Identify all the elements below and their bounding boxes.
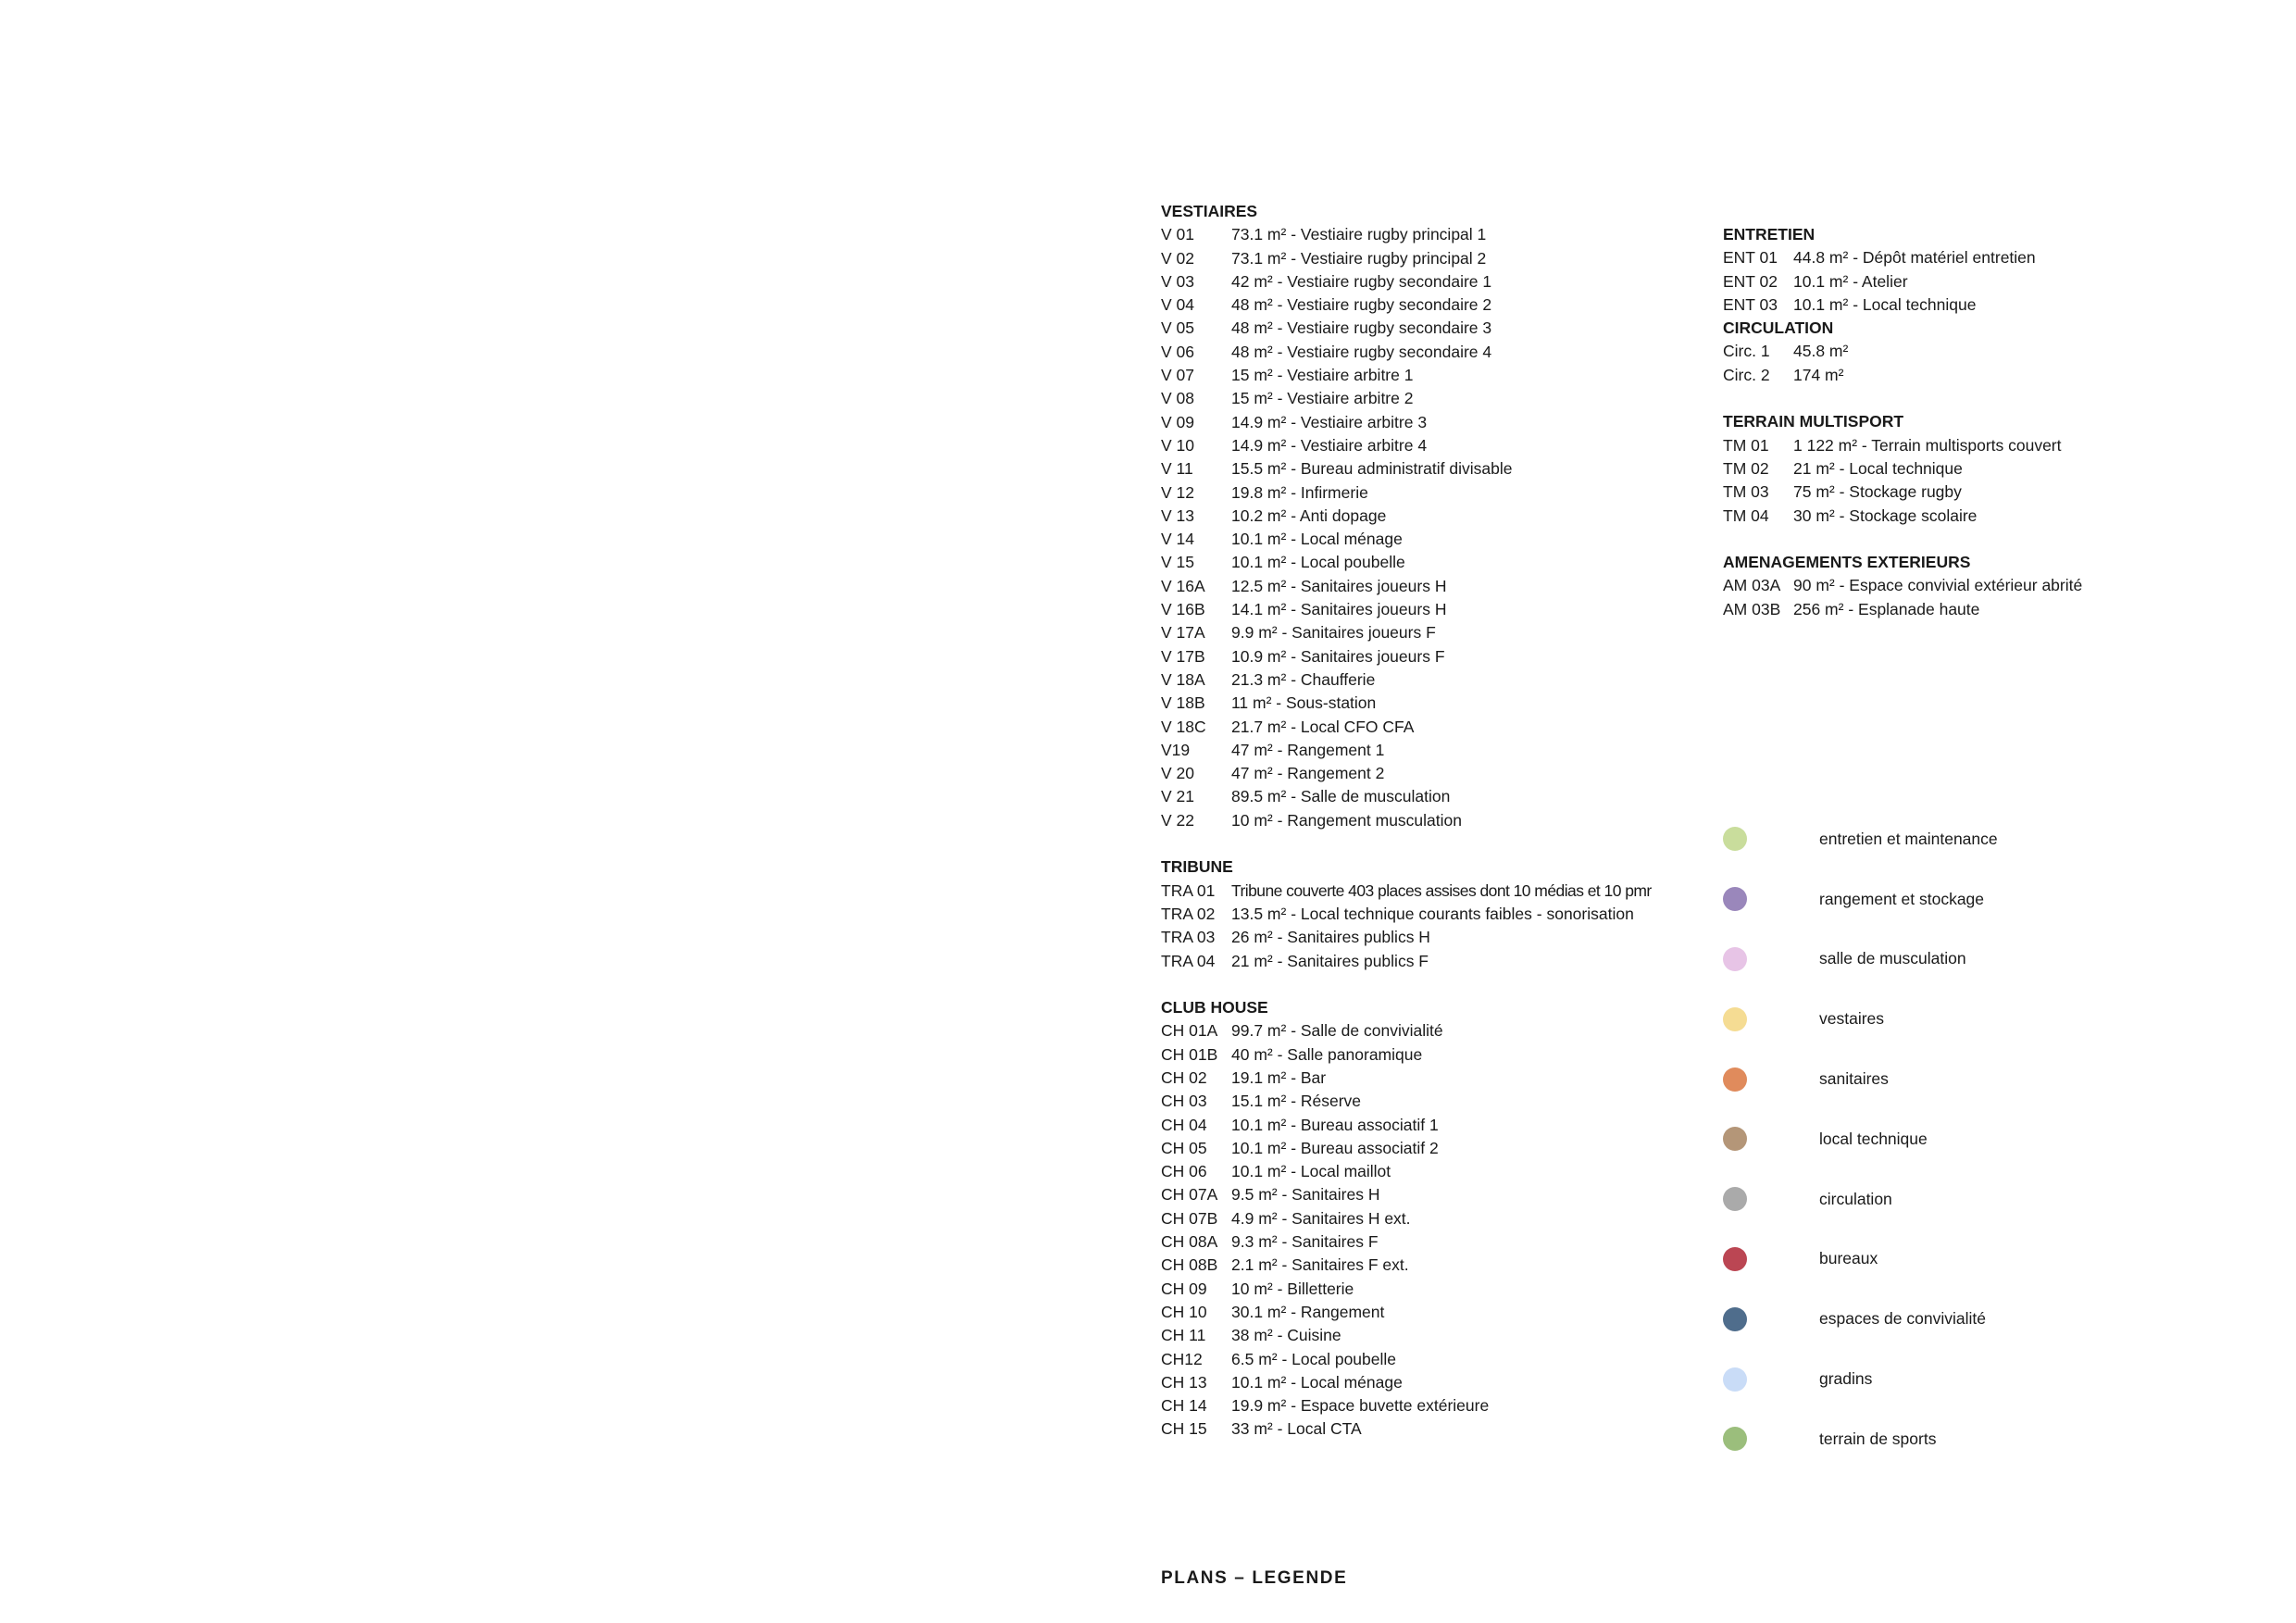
room-label: 38 m² - Cuisine <box>1231 1326 1341 1345</box>
room-code: CH 01A <box>1161 1021 1218 1041</box>
legend-label: sanitaires <box>1819 1069 1889 1089</box>
room-code: V 03 <box>1161 271 1194 291</box>
room-label: 10.2 m² - Anti dopage <box>1231 506 1387 525</box>
room-code: V 17B <box>1161 646 1205 666</box>
room-label: 48 m² - Vestiaire rugby secondaire 2 <box>1231 295 1492 315</box>
legend-swatch <box>1723 947 1747 971</box>
room-row <box>1161 387 1716 410</box>
room-code: CH 11 <box>1161 1326 1206 1345</box>
section-tribune <box>1161 855 1716 972</box>
room-row <box>1161 247 1716 270</box>
room-row <box>1161 270 1716 293</box>
room-code: V 17A <box>1161 623 1205 643</box>
legend-swatch <box>1723 1427 1747 1451</box>
room-label: 47 m² - Rangement 2 <box>1231 764 1385 783</box>
room-code: TRA 03 <box>1161 928 1216 947</box>
room-code: TRA 04 <box>1161 951 1216 970</box>
room-label: 21.7 m² - Local CFO CFA <box>1231 717 1415 736</box>
room-code: V 06 <box>1161 342 1194 361</box>
room-code: CH 10 <box>1161 1302 1207 1321</box>
room-label: 26 m² - Sanitaires publics H <box>1231 928 1430 947</box>
color-legend <box>1723 809 2241 1469</box>
room-label: 44.8 m² - Dépôt matériel entretien <box>1793 248 2036 268</box>
room-row <box>1161 317 1716 340</box>
room-label: 2.1 m² - Sanitaires F ext. <box>1231 1255 1409 1275</box>
legend-item <box>1723 1049 2241 1109</box>
legend-swatch <box>1723 1067 1747 1092</box>
room-code: V 15 <box>1161 553 1194 572</box>
room-row <box>1161 505 1716 528</box>
room-row <box>1161 364 1716 387</box>
room-label: 10.1 m² - Bureau associatif 2 <box>1231 1138 1439 1157</box>
room-code: V 01 <box>1161 225 1194 244</box>
room-label: 15.1 m² - Réserve <box>1231 1092 1362 1111</box>
room-row <box>1161 528 1716 551</box>
room-code: CH 07B <box>1161 1208 1218 1228</box>
room-code: CH 05 <box>1161 1138 1207 1157</box>
room-code: V 12 <box>1161 482 1194 502</box>
room-label: 73.1 m² - Vestiaire rugby principal 2 <box>1231 248 1487 268</box>
room-row <box>1723 505 2278 528</box>
room-label: 174 m² <box>1793 365 1844 384</box>
room-label: 10 m² - Billetterie <box>1231 1279 1354 1298</box>
room-code: Circ. 1 <box>1723 342 1770 361</box>
legend-swatch <box>1723 1187 1747 1211</box>
room-label: 14.1 m² - Sanitaires joueurs H <box>1231 600 1447 619</box>
room-row <box>1161 457 1716 481</box>
room-label: 1 122 m² - Terrain multisports couvert <box>1793 435 2062 455</box>
room-label: 73.1 m² - Vestiaire rugby principal 1 <box>1231 225 1487 244</box>
room-row <box>1161 1160 1716 1183</box>
room-label: 13.5 m² - Local technique courants faibles - sonorisation <box>1231 904 1634 923</box>
room-label: 19.8 m² - Infirmerie <box>1231 482 1368 502</box>
room-code: V 18B <box>1161 693 1205 713</box>
room-row <box>1723 481 2278 504</box>
room-label: 15 m² - Vestiaire arbitre 1 <box>1231 366 1414 385</box>
room-label: 10.1 m² - Local technique <box>1793 294 1977 314</box>
room-row <box>1723 598 2278 621</box>
room-code: CH12 <box>1161 1349 1203 1368</box>
legend-item <box>1723 1409 2241 1469</box>
room-label: 40 m² - Salle panoramique <box>1231 1044 1423 1064</box>
room-row <box>1161 1278 1716 1301</box>
room-label: 10.9 m² - Sanitaires joueurs F <box>1231 646 1445 666</box>
room-label: Tribune couverte 403 places assises dont 10 médias et 10 pmr <box>1231 880 1652 900</box>
room-row <box>1161 739 1716 762</box>
room-code: TM 02 <box>1723 458 1769 478</box>
legend-label: salle de musculation <box>1819 949 1966 968</box>
room-code: TRA 02 <box>1161 904 1216 923</box>
room-code: V 11 <box>1161 459 1193 479</box>
room-code: Circ. 2 <box>1723 365 1770 384</box>
room-row <box>1161 716 1716 739</box>
room-row <box>1161 1090 1716 1113</box>
room-code: V 08 <box>1161 389 1194 408</box>
room-row <box>1161 598 1716 621</box>
room-row <box>1161 1417 1716 1441</box>
room-row <box>1723 293 2278 317</box>
room-label: 47 m² - Rangement 1 <box>1231 740 1385 759</box>
room-code: CH 13 <box>1161 1372 1207 1392</box>
legend-swatch <box>1723 1307 1747 1331</box>
legend-label: gradins <box>1819 1369 1873 1389</box>
room-code: V 18C <box>1161 717 1206 736</box>
room-code: ENT 01 <box>1723 248 1778 268</box>
room-code: V 10 <box>1161 435 1194 455</box>
section-entretien <box>1723 223 2278 317</box>
room-code: CH 01B <box>1161 1044 1218 1064</box>
room-row <box>1161 1394 1716 1417</box>
room-code: V19 <box>1161 740 1191 759</box>
room-label: 15.5 m² - Bureau administratif divisable <box>1231 459 1513 479</box>
room-row <box>1161 1301 1716 1324</box>
room-code: V 04 <box>1161 295 1194 315</box>
room-row <box>1723 457 2278 481</box>
legend-item <box>1723 1109 2241 1169</box>
room-code: V 05 <box>1161 318 1194 338</box>
room-code: V 07 <box>1161 366 1194 385</box>
room-row <box>1723 574 2278 597</box>
section-circulation <box>1723 317 2278 387</box>
room-row <box>1723 246 2278 269</box>
room-row <box>1161 1137 1716 1160</box>
room-row <box>1161 1230 1716 1254</box>
room-code: V 02 <box>1161 248 1194 268</box>
legend-item <box>1723 869 2241 930</box>
room-row <box>1723 340 2278 363</box>
room-label: 19.1 m² - Bar <box>1231 1067 1327 1087</box>
room-label: 15 m² - Vestiaire arbitre 2 <box>1231 389 1414 408</box>
room-label: 6.5 m² - Local poubelle <box>1231 1349 1397 1368</box>
room-label: 42 m² - Vestiaire rugby secondaire 1 <box>1231 271 1492 291</box>
room-code: TM 04 <box>1723 506 1769 525</box>
legend-label: bureaux <box>1819 1249 1878 1268</box>
legend-swatch <box>1723 887 1747 911</box>
room-label: 45.8 m² <box>1793 342 1849 361</box>
legend-swatch <box>1723 1127 1747 1151</box>
room-row <box>1161 1324 1716 1347</box>
section-title: AMENAGEMENTS EXTERIEURS <box>1723 553 1971 572</box>
room-code: CH 15 <box>1161 1419 1207 1439</box>
legend-swatch <box>1723 1007 1747 1031</box>
legend-label: espaces de convivialité <box>1819 1309 1986 1329</box>
room-row <box>1161 621 1716 644</box>
room-label: 14.9 m² - Vestiaire arbitre 3 <box>1231 412 1428 431</box>
room-row <box>1161 1067 1716 1090</box>
room-row <box>1161 1371 1716 1394</box>
room-row <box>1161 341 1716 364</box>
room-row <box>1723 364 2278 387</box>
room-label: 10.1 m² - Local poubelle <box>1231 553 1405 572</box>
room-row <box>1161 926 1716 949</box>
room-code: CH 04 <box>1161 1115 1207 1134</box>
room-row <box>1161 1019 1716 1042</box>
room-row <box>1161 575 1716 598</box>
room-row <box>1161 223 1716 246</box>
room-label: 30.1 m² - Rangement <box>1231 1302 1385 1321</box>
room-row <box>1161 645 1716 668</box>
section-title: TRIBUNE <box>1161 857 1233 877</box>
room-code: V 18A <box>1161 669 1205 689</box>
room-code: CH 14 <box>1161 1396 1207 1416</box>
section-title: CLUB HOUSE <box>1161 998 1268 1017</box>
room-list-left-column <box>1161 200 1716 1442</box>
room-code: TM 03 <box>1723 482 1769 502</box>
room-label: 9.9 m² - Sanitaires joueurs F <box>1231 623 1436 643</box>
room-code: V 22 <box>1161 810 1194 830</box>
room-row <box>1723 270 2278 293</box>
room-code: V 21 <box>1161 787 1194 806</box>
room-code: V 16A <box>1161 576 1205 595</box>
room-row <box>1161 692 1716 715</box>
room-code: CH 07A <box>1161 1185 1218 1205</box>
room-label: 256 m² - Esplanade haute <box>1793 599 1980 618</box>
room-row <box>1161 1114 1716 1137</box>
section-club-house <box>1161 996 1716 1442</box>
room-label: 10.1 m² - Local ménage <box>1231 530 1403 549</box>
room-row <box>1161 668 1716 692</box>
legend-swatch <box>1723 1367 1747 1392</box>
room-row <box>1161 809 1716 832</box>
room-code: ENT 03 <box>1723 294 1778 314</box>
room-label: 10.1 m² - Bureau associatif 1 <box>1231 1115 1439 1134</box>
room-row <box>1161 551 1716 574</box>
room-label: 21 m² - Local technique <box>1793 458 1963 478</box>
room-label: 10.1 m² - Local maillot <box>1231 1162 1391 1181</box>
section-amenagements-exterieurs <box>1723 551 2278 621</box>
legend-item <box>1723 809 2241 869</box>
section-title: TERRAIN MULTISPORT <box>1723 412 1904 431</box>
room-row <box>1161 762 1716 785</box>
room-code: TM 01 <box>1723 435 1769 455</box>
room-label: 89.5 m² - Salle de musculation <box>1231 787 1451 806</box>
room-code: AM 03B <box>1723 599 1781 618</box>
room-row <box>1161 785 1716 808</box>
room-row <box>1161 293 1716 317</box>
section-title: CIRCULATION <box>1723 318 1834 338</box>
room-label: 4.9 m² - Sanitaires H ext. <box>1231 1208 1411 1228</box>
room-label: 75 m² - Stockage rugby <box>1793 482 1962 502</box>
room-code: V 13 <box>1161 506 1194 525</box>
legend-label: local technique <box>1819 1129 1928 1148</box>
room-code: CH 03 <box>1161 1092 1207 1111</box>
legend-item <box>1723 930 2241 990</box>
legend-item <box>1723 989 2241 1049</box>
room-code: CH 08B <box>1161 1255 1218 1275</box>
room-code: TRA 01 <box>1161 880 1216 900</box>
legend-item <box>1723 1349 2241 1409</box>
room-code: AM 03A <box>1723 576 1781 595</box>
legend-label: vestaires <box>1819 1009 1885 1029</box>
legend-item <box>1723 1230 2241 1290</box>
legend-item <box>1723 1169 2241 1230</box>
room-row <box>1161 411 1716 434</box>
room-code: V 09 <box>1161 412 1194 431</box>
room-label: 14.9 m² - Vestiaire arbitre 4 <box>1231 435 1428 455</box>
room-label: 21.3 m² - Chaufferie <box>1231 669 1376 689</box>
legend-item <box>1723 1289 2241 1349</box>
room-code: V 20 <box>1161 764 1194 783</box>
page-title: PLANS – LEGENDE <box>1161 1568 1348 1588</box>
room-label: 12.5 m² - Sanitaires joueurs H <box>1231 576 1447 595</box>
room-label: 19.9 m² - Espace buvette extérieure <box>1231 1396 1490 1416</box>
room-label: 9.3 m² - Sanitaires F <box>1231 1232 1379 1252</box>
room-label: 90 m² - Espace convivial extérieur abrité <box>1793 576 2083 595</box>
room-row <box>1161 950 1716 973</box>
room-row <box>1161 903 1716 926</box>
room-code: ENT 02 <box>1723 271 1778 291</box>
section-terrain-multisport <box>1723 410 2278 527</box>
room-label: 21 m² - Sanitaires publics F <box>1231 951 1429 970</box>
room-list-right-column <box>1723 223 2278 621</box>
room-row <box>1161 434 1716 457</box>
room-row <box>1161 1183 1716 1206</box>
room-row <box>1161 1348 1716 1371</box>
room-code: CH 09 <box>1161 1279 1207 1298</box>
room-label: 9.5 m² - Sanitaires H <box>1231 1185 1380 1205</box>
room-label: 33 m² - Local CTA <box>1231 1419 1362 1439</box>
legend-swatch <box>1723 827 1747 851</box>
room-label: 99.7 m² - Salle de convivialité <box>1231 1021 1443 1041</box>
legend-label: rangement et stockage <box>1819 889 1985 908</box>
legend-swatch <box>1723 1247 1747 1271</box>
room-label: 11 m² - Sous-station <box>1231 693 1377 713</box>
section-title: ENTRETIEN <box>1723 225 1816 243</box>
legend-label: circulation <box>1819 1189 1892 1208</box>
room-label: 10.1 m² - Atelier <box>1793 271 1908 291</box>
room-code: V 14 <box>1161 530 1194 549</box>
room-row <box>1161 1043 1716 1067</box>
legend-label: entretien et maintenance <box>1819 829 1998 848</box>
section-vestiaires <box>1161 200 1716 832</box>
legend-label: terrain de sports <box>1819 1429 1937 1448</box>
room-label: 10.1 m² - Local ménage <box>1231 1372 1403 1392</box>
section-title: VESTIAIRES <box>1161 202 1258 220</box>
room-label: 48 m² - Vestiaire rugby secondaire 4 <box>1231 342 1492 361</box>
room-code: CH 02 <box>1161 1067 1207 1087</box>
room-code: CH 06 <box>1161 1162 1207 1181</box>
room-label: 48 m² - Vestiaire rugby secondaire 3 <box>1231 318 1492 338</box>
room-row <box>1161 880 1716 903</box>
room-label: 10 m² - Rangement musculation <box>1231 810 1462 830</box>
room-row <box>1161 1254 1716 1277</box>
room-row <box>1161 481 1716 505</box>
room-code: V 16B <box>1161 600 1205 619</box>
room-row <box>1161 1207 1716 1230</box>
room-label: 30 m² - Stockage scolaire <box>1793 506 1978 525</box>
room-code: CH 08A <box>1161 1232 1218 1252</box>
room-row <box>1723 434 2278 457</box>
